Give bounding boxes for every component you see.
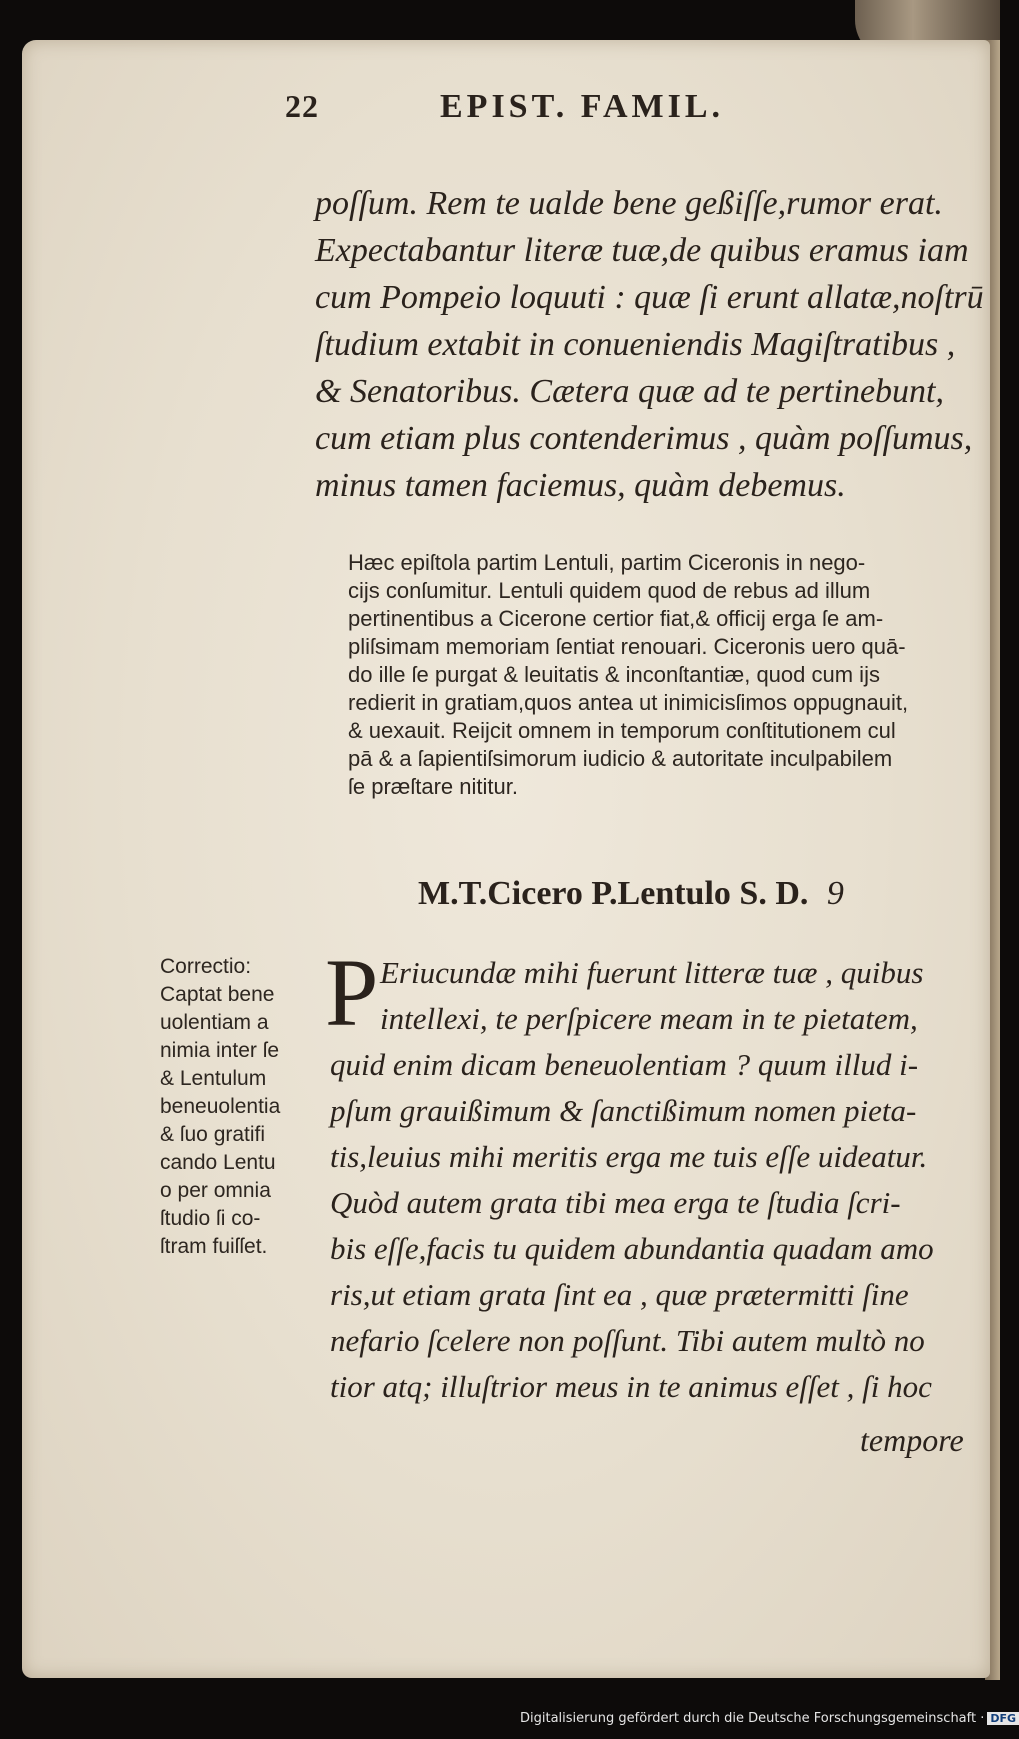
marginal-line: ſtudio ſi co- [160,1207,261,1230]
digitization-credit [520,1711,1017,1726]
catchword: tempore [860,1422,964,1458]
page-number: 22 [285,88,319,124]
marginal-line: Correctio: [160,955,252,978]
letter-line: ris,ut etiam grata ſint ea , quæ prætermitti ſine [330,1277,909,1312]
letter-line: tior atq; illuſtrior meus in te animus eſſet , ſi hoc [330,1369,932,1404]
summary-line: ſe præſtare nititur. [348,774,518,799]
letter-line: bis eſſe,facis tu quidem abundantia quadam amo [330,1231,934,1266]
drop-cap: P [325,939,379,1046]
text-line: cum etiam plus contenderimus , quàm poſſumus, [315,420,973,457]
marginal-line: o per omnia [160,1179,271,1202]
letter-line: intellexi, te perſpicere meam in te pietatem, [380,1001,918,1036]
dfg-logo: DFG [987,1712,1019,1725]
summary-line: pā & a ſapientiſsimorum iudicio & autoritate inculpabilem [348,746,893,771]
marginal-line: uolentiam a [160,1011,269,1034]
text-line: ſtudium extabit in conueniendis Magiſtratibus , [315,326,956,363]
summary-line: do ille ſe purgat & leuitatis & inconſtantiæ, quod cum ijs [348,662,880,687]
letter-line: nefario ſcelere non poſſunt. Tibi autem multò no [330,1323,925,1358]
marginal-line: beneuolentia [160,1095,281,1118]
letter-line: quid enim dicam beneuolentiam ? quum illud i- [330,1047,919,1082]
summary-line: Hæc epiſtola partim Lentuli, partim Ciceronis in nego- [348,550,866,575]
marginal-line: & ſuo gratifi [160,1123,266,1146]
summary-line: pliſsimam memoriam ſentiat renouari. Ciceronis uero quā- [348,634,906,659]
summary-line: cijs conſumitur. Lentuli quidem quod de rebus ad illum [348,578,871,603]
running-head: EPIST. FAMIL. [440,88,725,125]
text-line: Expectabantur literæ tuæ,de quibus eramus iam [315,232,969,269]
page-header [0,88,1000,138]
marginal-line: ſtram fuiſſet. [160,1235,268,1258]
marginal-line: & Lentulum [160,1067,267,1090]
summary-line: pertinentibus a Cicerone certior fiat,& officij erga ſe am- [348,606,884,631]
letter-line: tis,leuius mihi meritis erga me tuis eſſe uideatur. [330,1139,928,1174]
letter-number: 9 [826,875,844,912]
text-line: & Senatoribus. Cætera quæ ad te pertinebunt, [315,373,944,410]
letter-line: pſum grauißimum & ſanctißimum nomen pieta- [330,1093,917,1128]
text-line: poſſum. Rem te ualde bene geßiſſe,rumor erat. [315,185,943,222]
summary-line: redierit in gratiam,quos antea ut inimicisſimos oppugnauit, [348,690,909,715]
credit-text: Digitalisierung gefördert durch die Deutsche Forschungsgemeinschaft · [520,1711,985,1726]
summary-line: & uexauit. Reijcit omnem in temporum conſtitutionem cul [348,718,896,743]
letter-title [418,875,844,913]
marginal-line: Captat bene [160,983,275,1006]
marginal-line: nimia inter ſe [160,1039,280,1062]
letter-line: Quòd autem grata tibi mea erga te ſtudia ſcri- [330,1185,901,1220]
text-line: minus tamen faciemus, quàm debemus. [315,467,846,504]
letter-line: Eriucundæ mihi fuerunt litteræ tuæ , quibus [380,955,924,990]
letter-title-text: M.T.Cicero P.Lentulo S. D. [418,875,809,912]
text-line: cum Pompeio loquuti : quæ ſi erunt allatæ,noſtrū [315,279,984,316]
marginal-line: cando Lentu [160,1151,276,1174]
